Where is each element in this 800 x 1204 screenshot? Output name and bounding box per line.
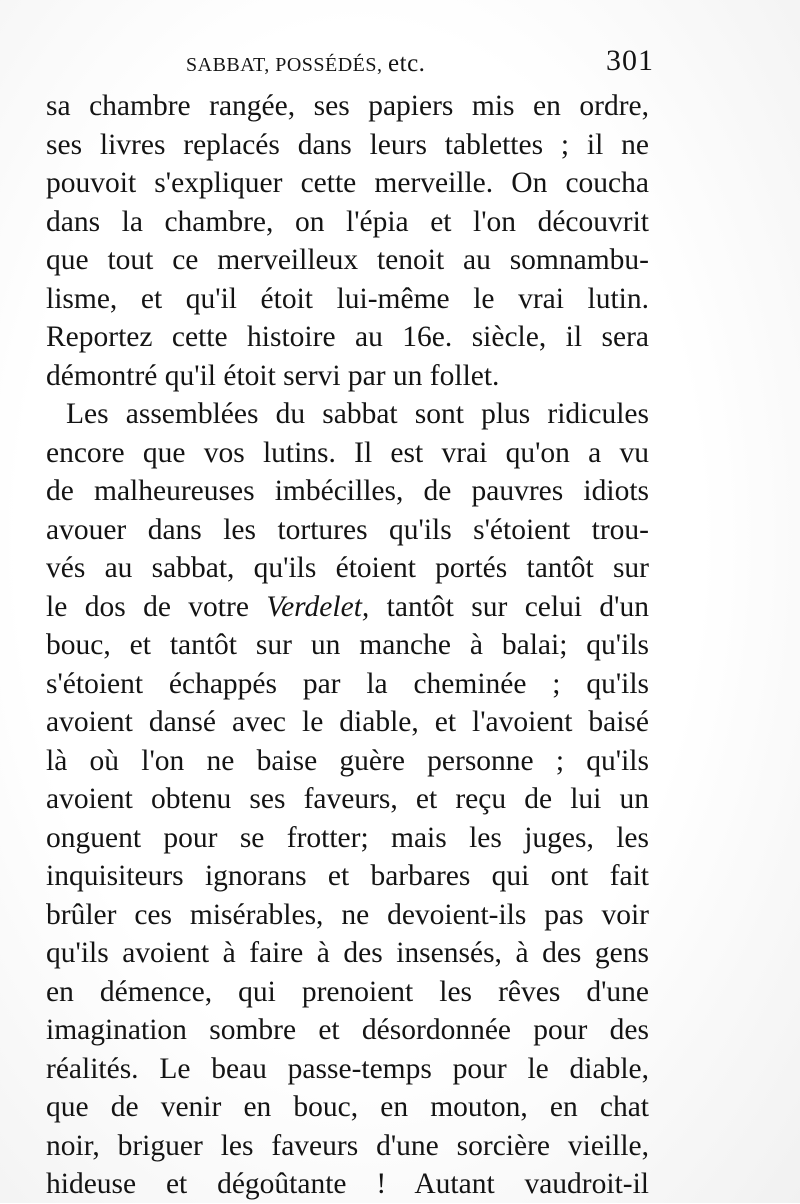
text-line: hideuse et dégoûtante ! Autant vaudroit-il: [46, 1168, 649, 1200]
page-header: [186, 44, 656, 84]
body-text: [46, 87, 649, 1204]
text-line: avouer dans les tortures qu'ils s'étoient trou-: [46, 513, 649, 546]
text-line: encore que vos lutins. Il est vrai qu'on a vu: [46, 436, 649, 469]
text-segment: le dos de votre: [46, 590, 267, 623]
page-number: 301: [606, 44, 654, 77]
text-line: ses livres replacés dans leurs tablettes ; il ne: [46, 128, 649, 161]
text-line: brûler ces misérables, ne devoient-ils pas voir: [46, 898, 649, 931]
text-line: sa chambre rangée, ses papiers mis en ordre,: [46, 90, 649, 122]
text-line: avoient dansé avec le diable, et l'avoient baisé: [46, 706, 649, 738]
text-line: noir, briguer les faveurs d'une sorcière vieille,: [46, 1129, 649, 1162]
text-line: vés au sabbat, qu'ils étoient portés tantôt sur: [46, 552, 649, 584]
text-line: s'étoient échappés par la cheminée ; qu'ils: [46, 667, 649, 700]
text-line: de malheureuses imbécilles, de pauvres idiots: [46, 475, 649, 507]
text-line: inquisiteurs ignorans et barbares qui ont fait: [46, 860, 649, 892]
text-line: en démence, qui prenoient les rêves d'une: [46, 975, 649, 1008]
running-head: [186, 50, 425, 78]
text-line: avoient obtenu ses faveurs, et reçu de lui un: [46, 783, 649, 815]
text-segment: tantôt sur celui d'un: [369, 590, 649, 623]
text-line: Les assemblées du sabbat sont plus ridicules: [66, 398, 649, 430]
text-line: lisme, et qu'il étoit lui-même le vrai lutin.: [46, 282, 649, 315]
text-line: réalités. Le beau passe-temps pour le diable,: [46, 1052, 649, 1085]
text-line: là où l'on ne baise guère personne ; qu'ils: [46, 744, 649, 777]
text-line: démontré qu'il étoit servi par un follet.: [46, 359, 500, 392]
text-line: dans la chambre, on l'épia et l'on découvrit: [46, 205, 649, 238]
running-head-title: SABBAT, POSSÉDÉS,: [186, 54, 383, 76]
text-line: Reportez cette histoire au 16e. siècle, il sera: [46, 321, 649, 353]
text-line: onguent pour se frotter; mais les juges, les: [46, 821, 649, 854]
text-line: qu'ils avoient à faire à des insensés, à des gens: [46, 937, 649, 969]
text-line: que de venir en bouc, en mouton, en chat: [46, 1091, 649, 1123]
text-line: imagination sombre et désordonnée pour des: [46, 1014, 649, 1046]
text-line: [46, 588, 649, 627]
text-line: pouvoit s'expliquer cette merveille. On coucha: [46, 167, 649, 199]
text-line: que tout ce merveilleux tenoit au somnambu-: [46, 244, 649, 276]
italic-name: Verdelet,: [266, 590, 370, 623]
text-line: bouc, et tantôt sur un manche à balai; qu'ils: [46, 629, 649, 661]
running-head-etc: etc.: [388, 50, 426, 77]
